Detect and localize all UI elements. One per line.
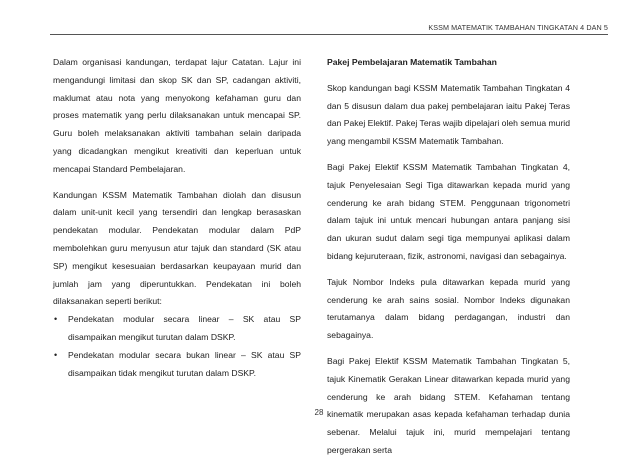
left-paragraph-1: Dalam organisasi kandungan, terdapat lajur Catatan. Lajur ini mengandungi limitasi dan skop SK dan SP, cadangan aktiviti, maklumat atau nota yang menyokong kefahaman guru dan proses matematik yang perlu dilaksanakan untuk mencapai SP. Guru boleh melaksanakan aktiviti tambahan selain daripada yang dicadangkan mengikut kreativiti dan keperluan untuk mencapai Standard Pembelajaran.	[53, 57, 301, 174]
running-header: KSSM MATEMATIK TAMBAHAN TINGKATAN 4 DAN 5	[428, 23, 608, 32]
left-paragraph-2: Kandungan KSSM Matematik Tambahan diolah dan disusun dalam unit-unit kecil yang tersendiri dan lengkap berasaskan pendekatan modular. Pendekatan modular dalam PdP membolehkan guru menyusun atur tajuk dan standard (SK atau SP) mengikut kesesuaian berdasarkan keupayaan murid dan jumlah jam yang diperuntukkan. Pendekatan ini boleh dilaksanakan seperti berikut:	[53, 189, 301, 307]
list-item	[53, 347, 301, 383]
right-column	[327, 54, 570, 460]
header-divider	[50, 34, 608, 35]
bullet-icon: •	[54, 349, 58, 360]
list-item	[53, 311, 301, 347]
page-number: 28	[314, 408, 324, 417]
list-item-text: Pendekatan modular secara bukan linear – SK atau SP disampaikan tidak mengikut turutan dalam DSKP.	[68, 349, 301, 378]
list-item-text: Pendekatan modular secara linear – SK atau SP disampaikan mengikut turutan dalam DSKP.	[68, 314, 301, 342]
right-paragraph-3: Tajuk Nombor Indeks pula ditawarkan kepada murid yang cenderung ke arah sains sosial. Nombor Indeks digunakan terutamanya dalam bidang perdagangan, industri dan sebagainya.	[327, 276, 570, 341]
section-heading: Pakej Pembelajaran Matematik Tambahan	[327, 57, 497, 67]
bullet-icon: •	[54, 314, 58, 325]
left-column	[53, 54, 301, 382]
right-paragraph-1: Skop kandungan bagi KSSM Matematik Tambahan Tingkatan 4 dan 5 disusun dalam dua pakej pembelajaran iaitu Pakej Teras dan Pakej Elektif. Pakej Teras wajib dipelajari oleh semua murid yang mengambil KSSM Matematik Tambahan.	[327, 82, 570, 147]
right-paragraph-4: Bagi Pakej Elektif KSSM Matematik Tambahan Tingkatan 5, tajuk Kinematik Gerakan Linear ditawarkan kepada murid yang cenderung ke arah bidang STEM. Kefahaman tentang kinematik merupakan asas kepada kefahaman terhadap dunia sebenar. Melalui tajuk ini, murid mempelajari tentang pergerakan serta	[327, 355, 570, 455]
right-paragraph-2: Bagi Pakej Elektif KSSM Matematik Tambahan Tingkatan 4, tajuk Penyelesaian Segi Tiga ditawarkan kepada murid yang cenderung ke arah bidang STEM. Penggunaan trigonometri dalam tajuk ini untuk mencari hubungan antara panjang sisi dan ukuran sudut dalam segi tiga mempunyai aplikasi dalam bidang kejuruteraan, fizik, astronomi, navigasi dan sebagainya.	[327, 161, 570, 261]
approach-list	[53, 311, 301, 382]
